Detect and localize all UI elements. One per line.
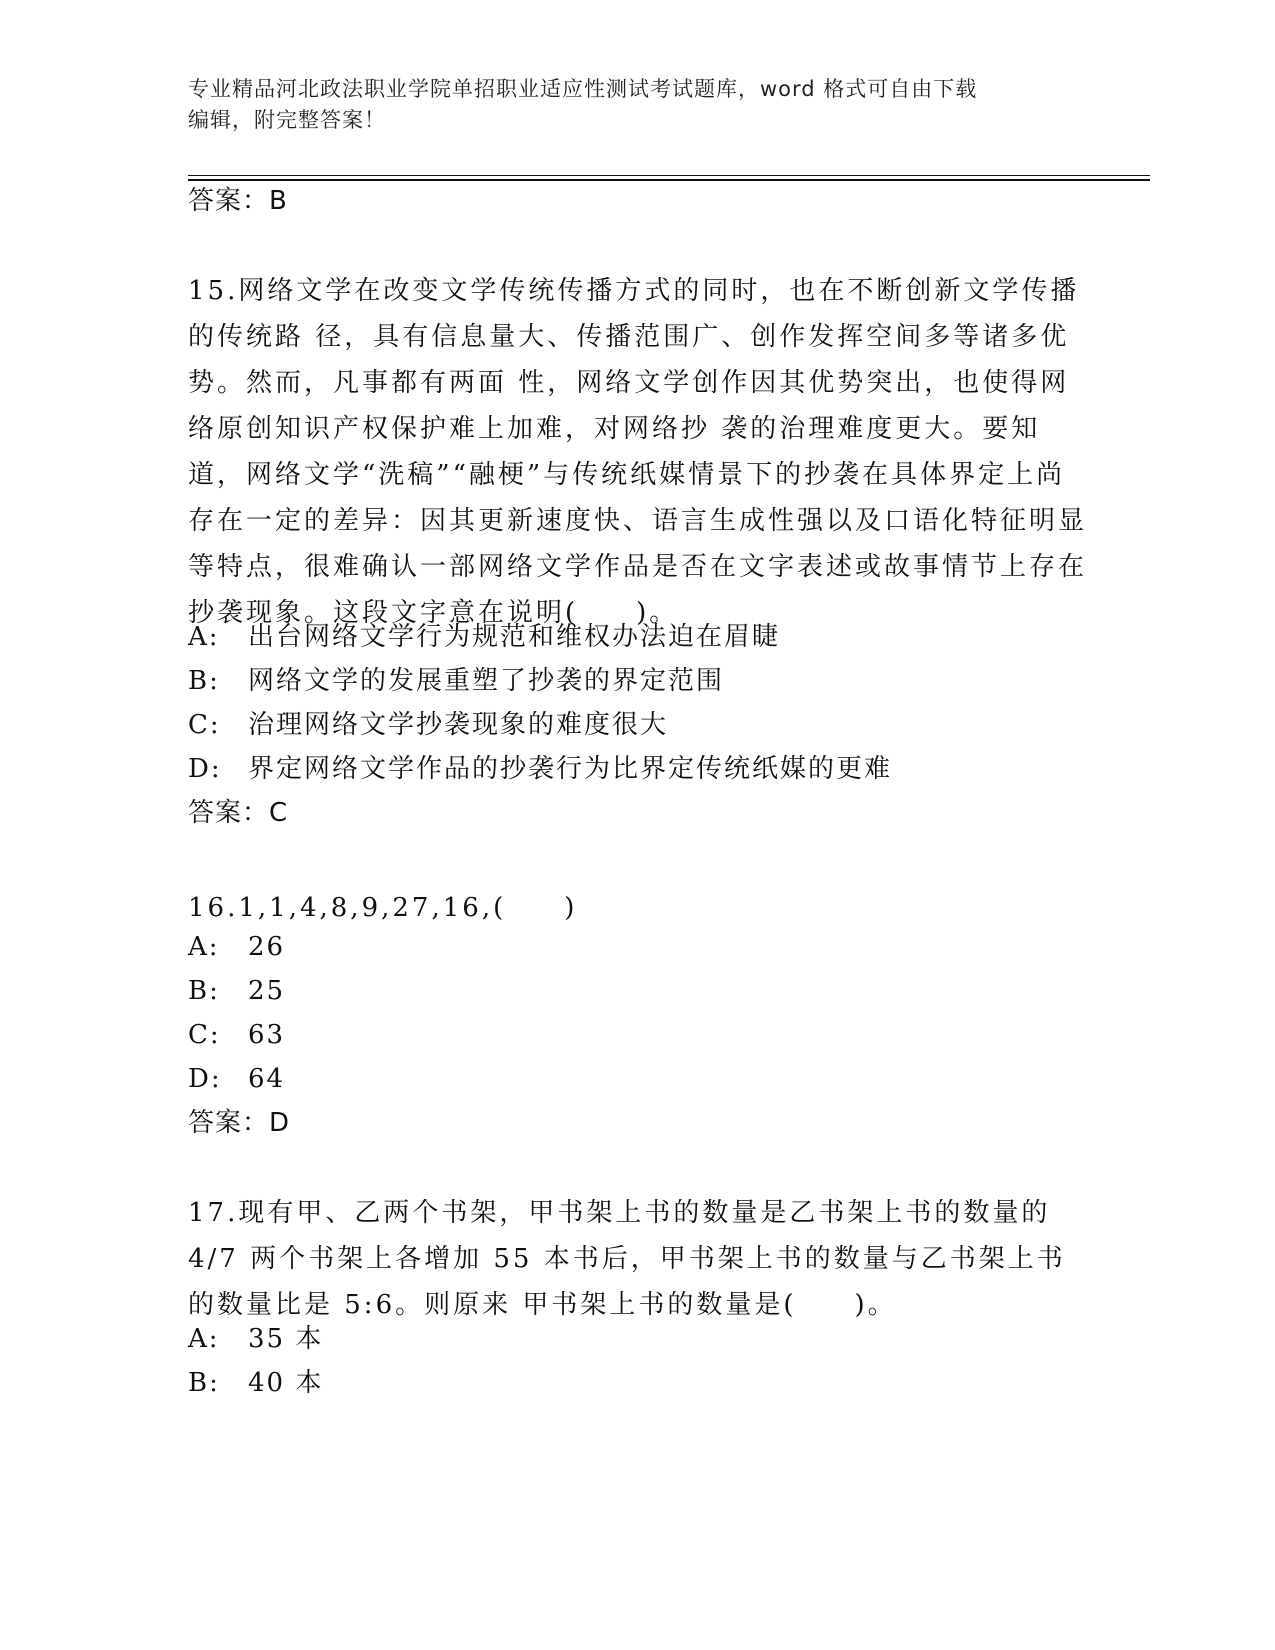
option-key: D: (188, 754, 222, 784)
question-17-option-a (188, 1322, 323, 1356)
question-16-option-a (188, 930, 285, 964)
page-header (188, 74, 1068, 136)
header-line-1: 专业精品河北政法职业学院单招职业适应性测试考试题库，word 格式可自由下载 (188, 77, 978, 101)
question-16-option-c (188, 1018, 285, 1052)
option-key: B: (188, 976, 220, 1006)
header-line-2: 编辑，附完整答案！ (188, 108, 386, 132)
option-text: 40 本 (248, 1368, 324, 1398)
question-15-option-d (188, 752, 892, 786)
option-key: B: (188, 1368, 220, 1398)
header-divider-thick (188, 179, 1150, 181)
option-key: A: (188, 932, 220, 962)
question-15-option-b (188, 664, 724, 698)
option-text: 63 (248, 1020, 286, 1050)
question-15-option-a (188, 620, 780, 654)
option-text: 35 本 (248, 1324, 324, 1354)
question-15-text: 15.网络文学在改变文学传统传播方式的同时，也在不断创新文学传播的传统路 径，具有信息量大、传播范围广、创作发挥空间多等诸多优势。然而，凡事都有两面 性，网络文学创作因其优势突出，也使得网络原创知识产权保护难上加难，对网络抄 袭的治理难度更大。要知道，网络文学“洗稿”“融梗”与传统纸媒情景下的抄袭在具体界定上尚存在一定的差异：因其更新速度快、语言生成性强以及口语化特征明显等特点，很难确认一部网络文学作品是否在文字表述或故事情节上存在抄袭现象。这段文字意在说明( )。 (188, 276, 1088, 628)
option-text: 界定网络文学作品的抄袭行为比界定传统纸媒的更难 (248, 754, 893, 784)
question-16-text: 16.1,1,4,8,9,27,16,( ) (188, 893, 578, 923)
option-text: 25 (248, 976, 286, 1006)
option-text: 出台网络文学行为规范和维权办法迫在眉睫 (248, 622, 781, 652)
option-key: C: (188, 710, 221, 740)
option-key: A: (188, 1324, 220, 1354)
header-divider-thin (188, 175, 1150, 176)
question-17-option-b (188, 1366, 323, 1400)
option-key: D: (188, 1064, 222, 1094)
option-key: C: (188, 1020, 221, 1050)
option-text: 网络文学的发展重塑了抄袭的界定范围 (248, 666, 725, 696)
question-16-option-d (188, 1062, 285, 1096)
question-15-option-c (188, 708, 668, 742)
answer-15: 答案：C (188, 798, 289, 828)
question-17-text: 17.现有甲、乙两个书架，甲书架上书的数量是乙书架上书的数量的 4/7 两个书架上各增加 55 本书后，甲书架上书的数量与乙书架上书的数量比是 5:6。则原来 甲书架上书的数量是( )。 (188, 1198, 1066, 1320)
option-text: 26 (248, 932, 286, 962)
option-text: 治理网络文学抄袭现象的难度很大 (248, 710, 669, 740)
option-text: 64 (248, 1064, 286, 1094)
option-key: A: (188, 622, 220, 652)
option-key: B: (188, 666, 220, 696)
question-16-option-b (188, 974, 285, 1008)
answer-16: 答案：D (188, 1108, 291, 1138)
answer-14: 答案：B (188, 186, 288, 216)
